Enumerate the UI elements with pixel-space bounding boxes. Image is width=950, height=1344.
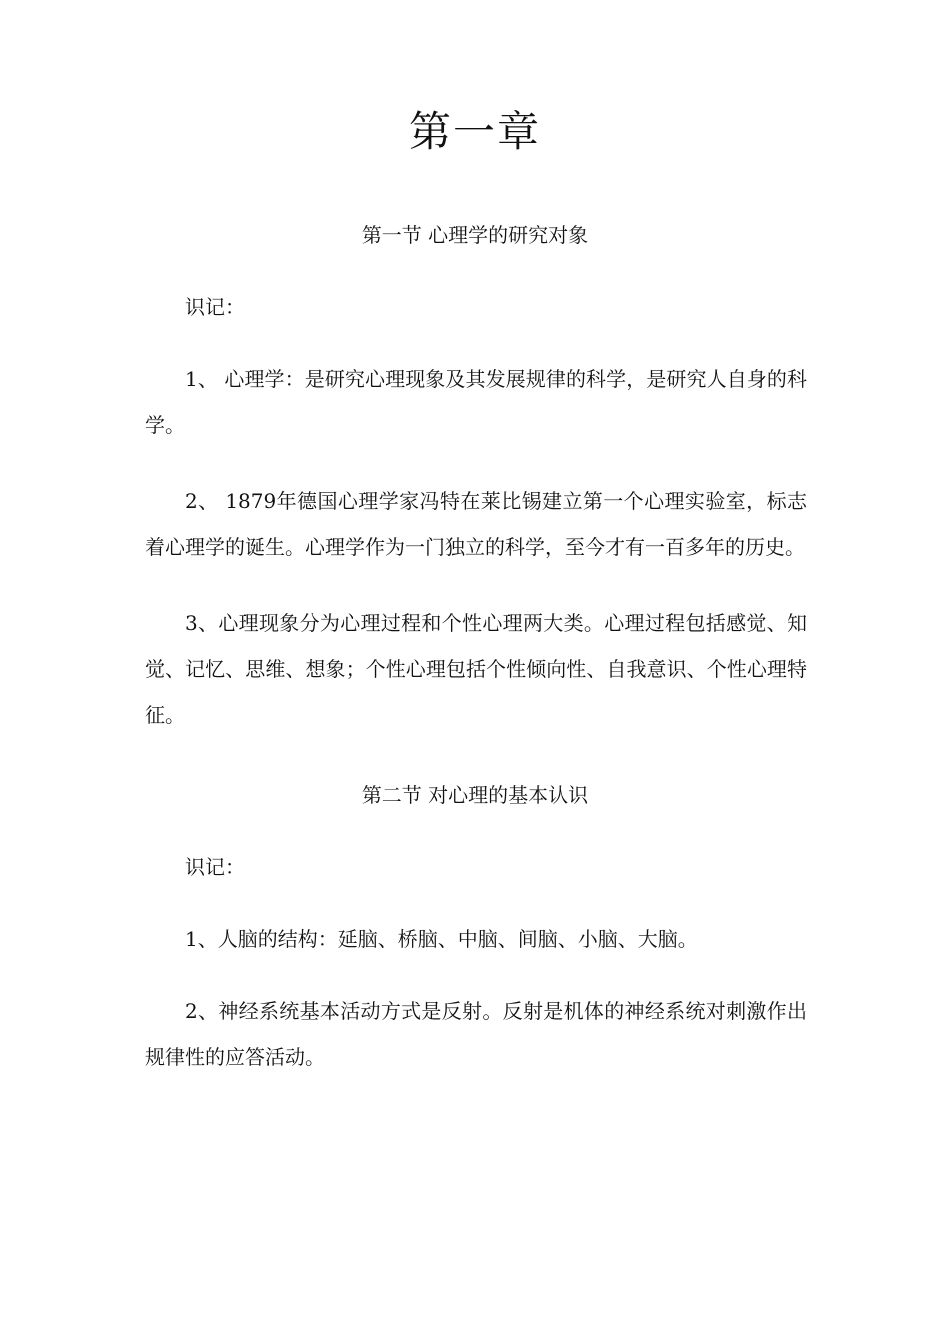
section-2-item-2: 2、神经系统基本活动方式是反射。反射是机体的神经系统对刺激作出规律性的应答活动。 bbox=[145, 999, 807, 1069]
section-2-title: 第二节 对心理的基本认识 bbox=[361, 783, 589, 807]
chapter-title: 第一章 bbox=[408, 107, 541, 156]
section-1-title: 第一节 心理学的研究对象 bbox=[361, 223, 589, 247]
section-1-item-3: 3、心理现象分为心理过程和个性心理两大类。心理过程包括感觉、知觉、记忆、思维、想象；个性心理包括个性倾向性、自我意识、个性心理特征。 bbox=[145, 611, 807, 727]
section-2-memorize-label: 识记： bbox=[185, 855, 245, 879]
section-1-item-1: 1、 心理学：是研究心理现象及其发展规律的科学，是研究人自身的科学。 bbox=[145, 367, 807, 437]
section-1-memorize-label: 识记： bbox=[185, 295, 245, 319]
section-2-item-1: 1、人脑的结构：延脑、桥脑、中脑、间脑、小脑、大脑。 bbox=[185, 927, 698, 951]
section-1-item-2: 2、 1879年德国心理学家冯特在莱比锡建立第一个心理实验室，标志着心理学的诞生。心理学作为一门独立的科学，至今才有一百多年的历史。 bbox=[145, 489, 807, 559]
